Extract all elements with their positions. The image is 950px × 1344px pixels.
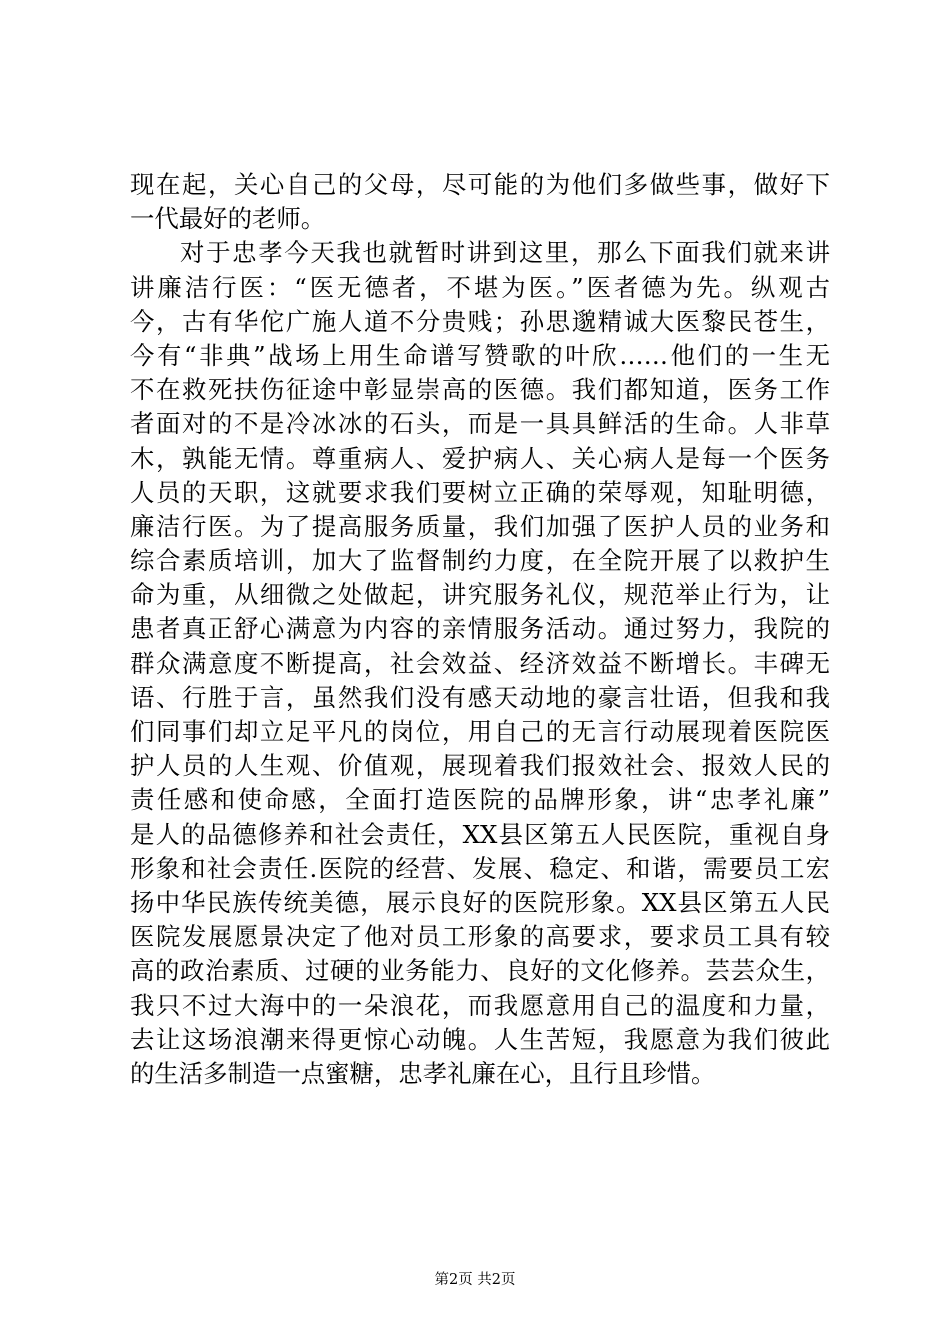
text-line: 一代最好的老师。 (130, 204, 326, 234)
text-line: 们同事们却立足平凡的岗位，用自己的无言行动展现着医院医 (130, 717, 830, 746)
text-line: 群众满意度不断提高，社会效益、经济效益不断增长。丰碑无 (130, 648, 830, 678)
page-footer: 第2页 共2页 (434, 1272, 516, 1288)
text-line: 现在起，关心自己的父母，尽可能的为他们多做些事，做好下 (130, 170, 830, 199)
paragraph-1 (130, 168, 830, 236)
paragraph-2 (130, 236, 830, 1091)
text-line: 护人员的人生观、价值观，展现着我们报效社会、报效人民的 (130, 751, 830, 781)
text-line: 医院发展愿景决定了他对员工形象的高要求，要求员工具有较 (130, 922, 830, 952)
text-line: 今有“非典”战场上用生命谱写赞歌的叶欣……他们的一生无 (130, 340, 830, 370)
text-line: 综合素质培训，加大了监督制约力度，在全院开展了以救护生 (130, 546, 830, 576)
text-line: 廉洁行医。为了提高服务质量，我们加强了医护人员的业务和 (130, 511, 830, 541)
document-body (130, 168, 830, 1091)
text-line: 命为重，从细微之处做起，讲究服务礼仪，规范举止行为，让 (130, 580, 830, 610)
text-line: 对于忠孝今天我也就暂时讲到这里，那么下面我们就来讲 (180, 238, 830, 268)
text-line: 去让这场浪潮来得更惊心动魄。人生苦短，我愿意为我们彼此 (130, 1024, 830, 1054)
text-line: 木，孰能无情。尊重病人、爱护病人、关心病人是每一个医务 (130, 443, 830, 473)
text-line: 者面对的不是冷冰冰的石头，而是一具具鲜活的生命。人非草 (130, 409, 830, 439)
text-line: 是人的品德修养和社会责任，XX县区第五人民医院，重视自身 (130, 819, 830, 849)
text-line: 形象和社会责任.医院的经营、发展、稳定、和谐，需要员工宏 (130, 853, 830, 883)
text-line: 讲廉洁行医：“医无德者，不堪为医。”医者德为先。纵观古 (130, 272, 830, 302)
text-line: 责任感和使命感，全面打造医院的品牌形象，讲“忠孝礼廉” (130, 785, 830, 815)
text-line: 患者真正舒心满意为内容的亲情服务活动。通过努力，我院的 (130, 614, 830, 644)
text-line: 人员的天职，这就要求我们要树立正确的荣辱观，知耻明德， (130, 477, 830, 507)
text-line: 扬中华民族传统美德，展示良好的医院形象。XX县区第五人民 (130, 887, 830, 917)
text-line: 语、行胜于言，虽然我们没有感天动地的豪言壮语，但我和我 (130, 682, 830, 712)
text-line: 高的政治素质、过硬的业务能力、良好的文化修养。芸芸众生， (130, 956, 830, 986)
text-line: 的生活多制造一点蜜糖，忠孝礼廉在心，且行且珍惜。 (130, 1058, 716, 1088)
text-line: 今，古有华佗广施人道不分贵贱；孙思邈精诚大医黎民苍生， (130, 306, 830, 336)
text-line: 我只不过大海中的一朵浪花，而我愿意用自己的温度和力量， (130, 990, 830, 1020)
text-line: 不在救死扶伤征途中彰显崇高的医德。我们都知道，医务工作 (130, 375, 830, 405)
